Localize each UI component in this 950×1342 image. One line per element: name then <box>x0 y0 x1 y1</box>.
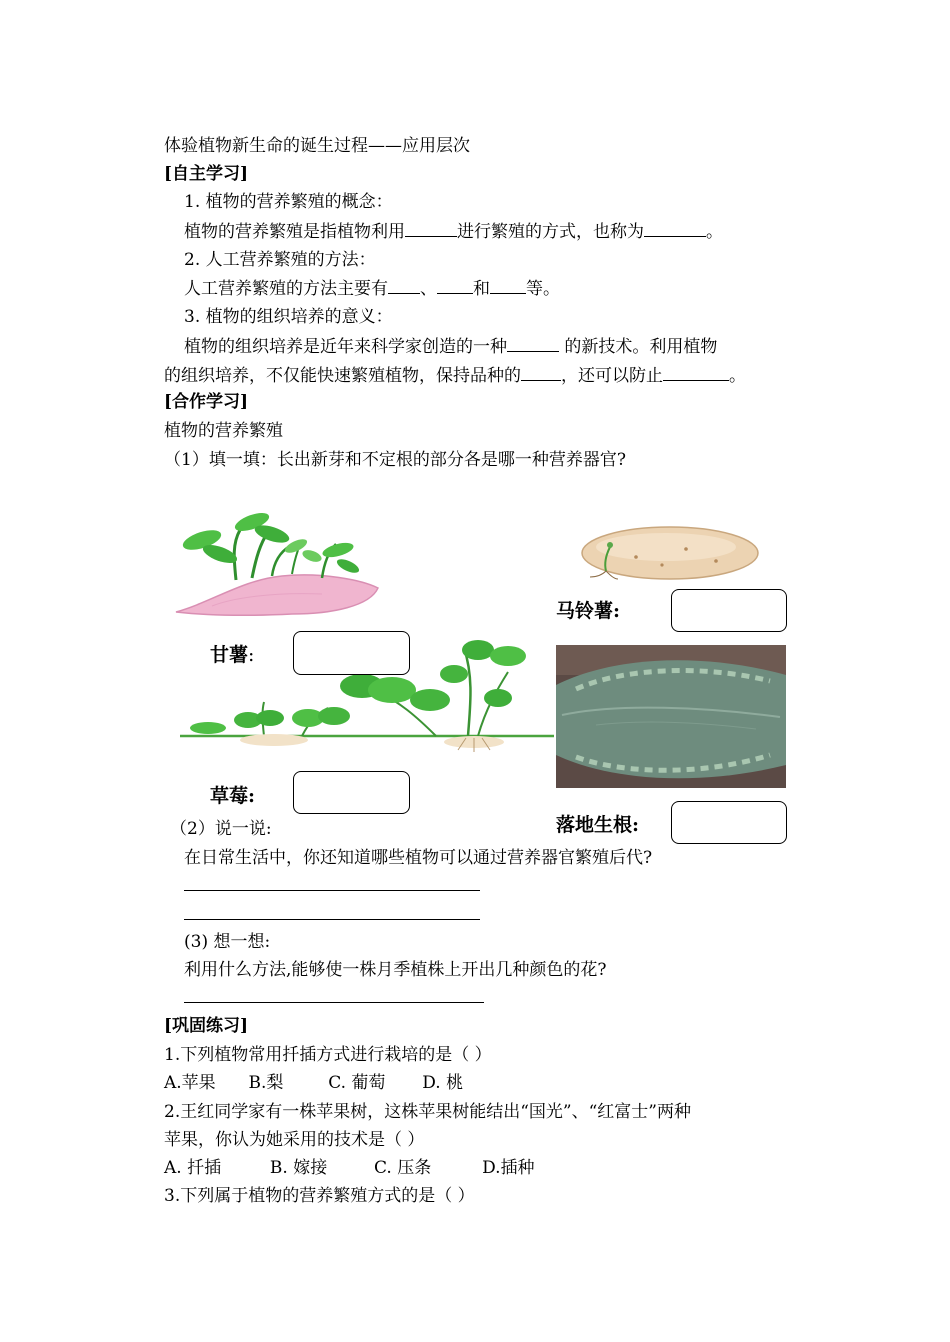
blank[interactable] <box>388 277 420 294</box>
label-potato: 马铃薯: <box>556 600 621 622</box>
text-segment: 的组织培养，不仅能快速繁殖植物，保持品种的 <box>164 366 521 386</box>
page-title: 体验植物新生命的诞生过程——应用层次 <box>164 136 470 156</box>
text-segment: 人工营养繁殖的方法主要有 <box>184 279 388 299</box>
option-b[interactable]: B. 嫁接 <box>269 1158 328 1178</box>
text-segment: 。 <box>729 366 746 386</box>
section-heading-coop: [合作学习] <box>164 392 249 412</box>
answer-line[interactable] <box>184 919 480 920</box>
blank[interactable] <box>437 277 473 294</box>
coop-subtitle: 植物的营养繁殖 <box>164 421 283 441</box>
label-bryophyllum: 落地生根: <box>556 814 640 836</box>
blank[interactable] <box>521 364 561 381</box>
practice-question-1: 1.下列植物常用扦插方式进行栽培的是（ ） <box>164 1045 492 1065</box>
answer-box-potato[interactable] <box>671 589 787 632</box>
answer-box-bryophyllum[interactable] <box>671 801 787 844</box>
practice-question-1-options <box>164 1072 463 1094</box>
section-heading-self-study: [自主学习] <box>164 164 249 184</box>
answer-box-sweet-potato[interactable] <box>293 631 410 675</box>
label-text: 甘薯 <box>210 644 249 666</box>
label-strawberry: 草莓: <box>210 785 256 807</box>
text-segment: 和 <box>473 279 490 299</box>
answer-box-strawberry[interactable] <box>293 771 410 814</box>
think-question: (3) 想一想: <box>184 932 271 952</box>
label-sweet-potato <box>210 640 254 667</box>
option-c[interactable]: C. 压条 <box>374 1158 432 1178</box>
answer-line[interactable] <box>184 890 480 891</box>
option-a[interactable]: A. 扦插 <box>164 1158 222 1178</box>
question-2-text <box>184 277 560 300</box>
blank[interactable] <box>405 220 457 237</box>
practice-question-2-options <box>164 1157 535 1179</box>
option-a[interactable]: A.苹果 <box>164 1073 216 1093</box>
blank[interactable] <box>644 220 706 237</box>
question-1-heading: 1. 植物的营养繁殖的概念： <box>184 192 393 212</box>
label-colon: : <box>248 644 255 666</box>
sweet-potato-image <box>172 510 384 618</box>
question-3-text-line2 <box>164 364 746 387</box>
text-segment: 进行繁殖的方式，也称为 <box>457 222 644 242</box>
bryophyllum-leaf-image <box>556 645 786 788</box>
section-heading-practice: [巩固练习] <box>164 1016 249 1036</box>
blank[interactable] <box>663 364 729 381</box>
text-segment: ，还可以防止 <box>561 366 663 386</box>
option-d[interactable]: D. 桃 <box>422 1073 464 1093</box>
text-segment: 等。 <box>526 279 560 299</box>
text-segment: 植物的组织培养是近年来科学家创造的一种 <box>184 337 507 357</box>
practice-question-2-line2: 苹果，你认为她采用的技术是（ ） <box>164 1130 425 1150</box>
question-3-text-line1 <box>184 335 717 358</box>
say-question: （2）说一说: <box>170 819 272 839</box>
option-c[interactable]: C. 葡萄 <box>328 1073 386 1093</box>
option-d[interactable]: D.插种 <box>482 1158 535 1178</box>
answer-line[interactable] <box>184 1002 484 1003</box>
fill-in-question: （1）填一填：长出新芽和不定根的部分各是哪一种营养器官? <box>164 450 626 470</box>
text-segment: 、 <box>420 279 437 299</box>
think-text: 利用什么方法,能够使一株月季植株上开出几种颜色的花? <box>184 960 607 980</box>
question-1-text <box>184 220 723 243</box>
say-text: 在日常生活中，你还知道哪些植物可以通过营养器官繁殖后代? <box>184 848 653 868</box>
text-segment: 的新技术。利用植物 <box>559 337 718 357</box>
blank[interactable] <box>507 335 559 352</box>
potato-image <box>566 517 762 583</box>
option-b[interactable]: B.梨 <box>248 1073 284 1093</box>
text-segment: 。 <box>706 222 723 242</box>
question-2-heading: 2. 人工营养繁殖的方法： <box>184 250 376 270</box>
practice-question-3: 3.下列属于植物的营养繁殖方式的是（ ） <box>164 1186 475 1206</box>
text-segment: 植物的营养繁殖是指植物利用 <box>184 222 405 242</box>
blank[interactable] <box>490 277 526 294</box>
practice-question-2-line1: 2.王红同学家有一株苹果树，这株苹果树能结出“国光”、“红富士”两种 <box>164 1102 691 1122</box>
question-3-heading: 3. 植物的组织培养的意义： <box>184 307 393 327</box>
